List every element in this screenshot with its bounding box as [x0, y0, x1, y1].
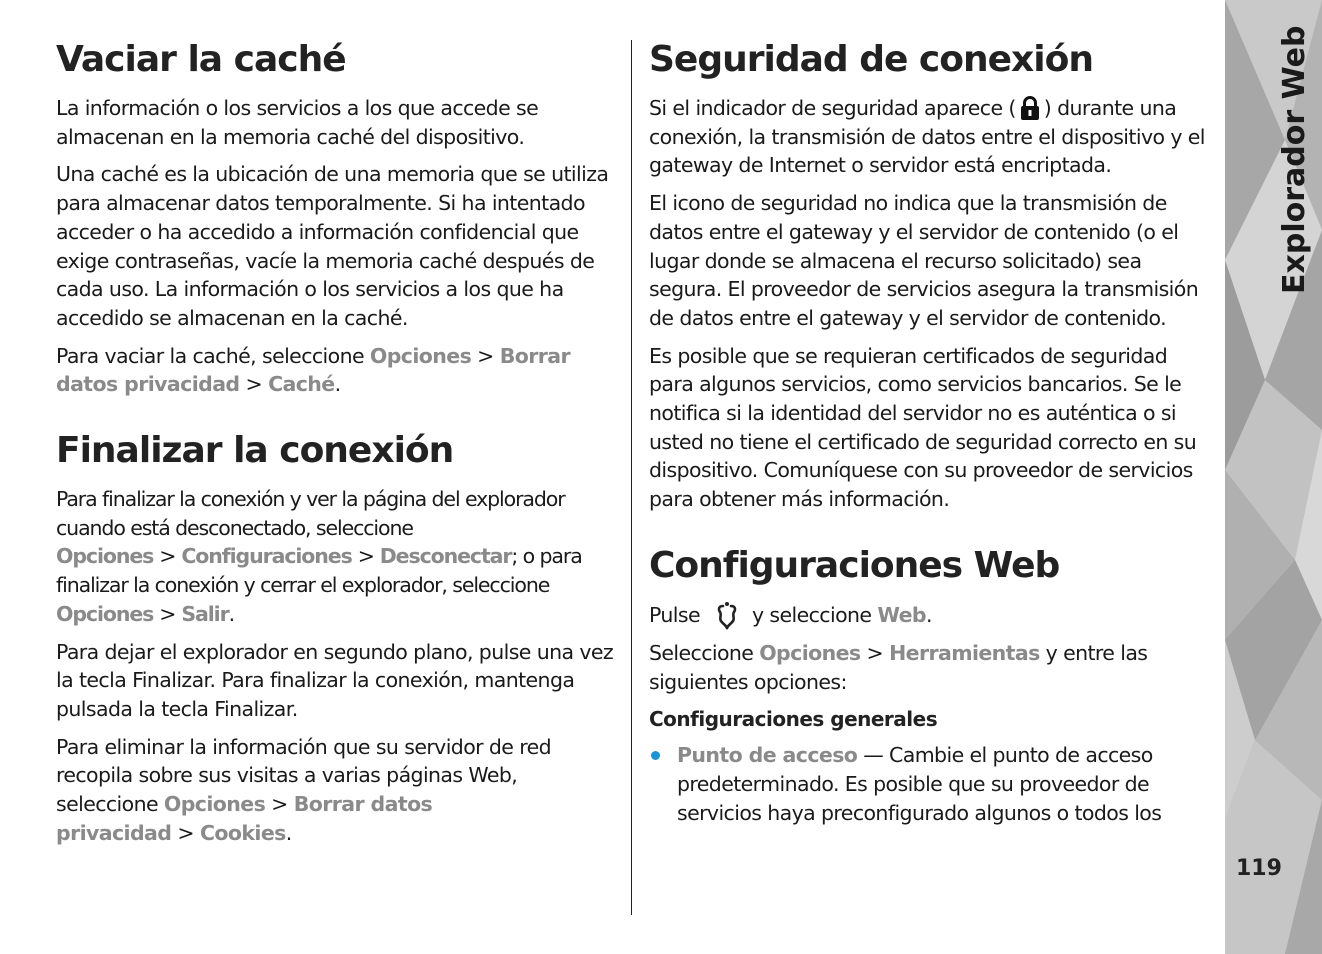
paragraph: Para dejar el explorador en segundo plano, pulse una vez la tecla Finalizar. Para finalizar la conexión, mantenga pulsada la tecla Finalizar.: [56, 639, 614, 721]
section-finalizar-conexion: [56, 429, 618, 847]
menu-option-opciones[interactable]: Opciones: [163, 792, 266, 817]
list-item: Punto de acceso — Cambie el punto de acceso predeterminado. Es posible que su proveedor de servicios haya preconfigurado algunos o todos los: [649, 741, 1215, 827]
bullet-icon: [651, 751, 660, 760]
paragraph-vaciar-instructions: Para vaciar la caché, seleccione Opciones > Borrar datos privacidad > Caché.: [56, 343, 571, 397]
menu-option-opciones[interactable]: Opciones: [759, 640, 861, 665]
section-seguridad-conexion: [649, 38, 1215, 514]
menu-option-opciones[interactable]: Opciones: [369, 343, 472, 368]
menu-option-punto-de-acceso[interactable]: Punto de acceso: [677, 743, 858, 768]
menu-key-icon: [712, 600, 742, 630]
paragraph: Es posible que se requieran certificados de seguridad para algunos servicios, como servicios bancarios. Se le notifica si la identidad del servidor no es auténtica o si usted no tiene el certificado de seguridad correcto en su dispositivo. Comuníquese con su proveedor de servicios para obtener más información.: [649, 343, 1197, 512]
path-separator: >: [245, 372, 263, 397]
paragraph-select-tools: Seleccione Opciones > Herramientas y entre las siguientes opciones:: [649, 640, 1148, 694]
menu-option-cache[interactable]: Caché: [268, 372, 335, 397]
menu-option-herramientas[interactable]: Herramientas: [889, 640, 1040, 665]
paragraph: Una caché es la ubicación de una memoria que se utiliza para almacenar datos temporalmente. Si ha intentado acceder o ha accedido a información confidencial que exige contraseñas, vacíe la memoria caché después de cada uso. La información o los servicios a los que ha accedido se almacenan en la caché.: [56, 162, 609, 330]
paragraph: El icono de seguridad no indica que la transmisión de datos entre el gateway y el servidor de contenido (o el lugar donde se almacena el recurso solicitado) sea segura. El proveedor de servicios asegura la transmisión de datos entre el gateway y el servidor de contenido.: [649, 191, 1199, 330]
column-divider: [631, 40, 632, 915]
paragraph-cookies-instructions: Para eliminar la información que su servidor de red recopila sobre sus visitas a varias páginas Web, seleccione Opciones > Borrar datos privacidad > Cookies.: [56, 734, 552, 845]
menu-option-desconectar[interactable]: Desconectar: [379, 544, 512, 569]
heading-finalizar-conexion: Finalizar la conexión: [56, 430, 454, 472]
paragraph-finalizar-instructions: Para finalizar la conexión y ver la página del explorador cuando está desconectado, seleccione Opciones > Configuraciones > Desconectar; o para finalizar la conexión y cerrar el explorador, seleccione Opciones > Salir.: [56, 487, 582, 626]
heading-vaciar-cache: Vaciar la caché: [56, 39, 346, 80]
section-vaciar-cache: [56, 38, 618, 399]
heading-seguridad-conexion: Seguridad de conexión: [649, 39, 1093, 80]
heading-configuraciones-web: Configuraciones Web: [649, 544, 1060, 586]
subheading-configuraciones-generales: Configuraciones generales: [649, 707, 938, 732]
menu-option-web[interactable]: Web: [877, 602, 927, 627]
page-number: 119: [1236, 856, 1282, 881]
path-separator: >: [177, 820, 194, 845]
section-configuraciones-web: [649, 544, 1215, 828]
menu-option-cookies[interactable]: Cookies: [199, 820, 286, 845]
paragraph-security-indicator: Si el indicador de seguridad aparece ( ) durante una conexión, la transmisión de datos entre el dispositivo y el gateway de Internet o servidor está encriptada.: [649, 96, 1205, 178]
left-column: [56, 38, 618, 856]
right-column: [649, 38, 1215, 827]
menu-option-configuraciones[interactable]: Configuraciones: [181, 544, 352, 569]
menu-option-borrar-datos-privacidad[interactable]: Borrar datos privacidad: [56, 343, 571, 397]
menu-option-borrar-datos-privacidad[interactable]: Borrar datos privacidad: [56, 792, 433, 845]
path-separator: >: [159, 544, 176, 569]
path-separator: >: [357, 544, 374, 569]
paragraph-pulse-web: Pulse y seleccione Web.: [649, 600, 1215, 630]
path-separator: >: [159, 601, 176, 626]
lock-icon: [1017, 95, 1043, 121]
menu-option-opciones[interactable]: Opciones: [56, 601, 154, 626]
menu-option-salir[interactable]: Salir: [181, 601, 229, 626]
settings-list: [649, 741, 1215, 827]
menu-option-opciones[interactable]: Opciones: [56, 544, 154, 569]
path-separator: >: [477, 343, 494, 368]
path-separator: >: [866, 640, 884, 665]
chapter-title: Explorador Web: [1277, 25, 1312, 294]
path-separator: >: [271, 792, 288, 817]
paragraph: La información o los servicios a los que accede se almacenan en la memoria caché del dispositivo.: [56, 96, 539, 149]
